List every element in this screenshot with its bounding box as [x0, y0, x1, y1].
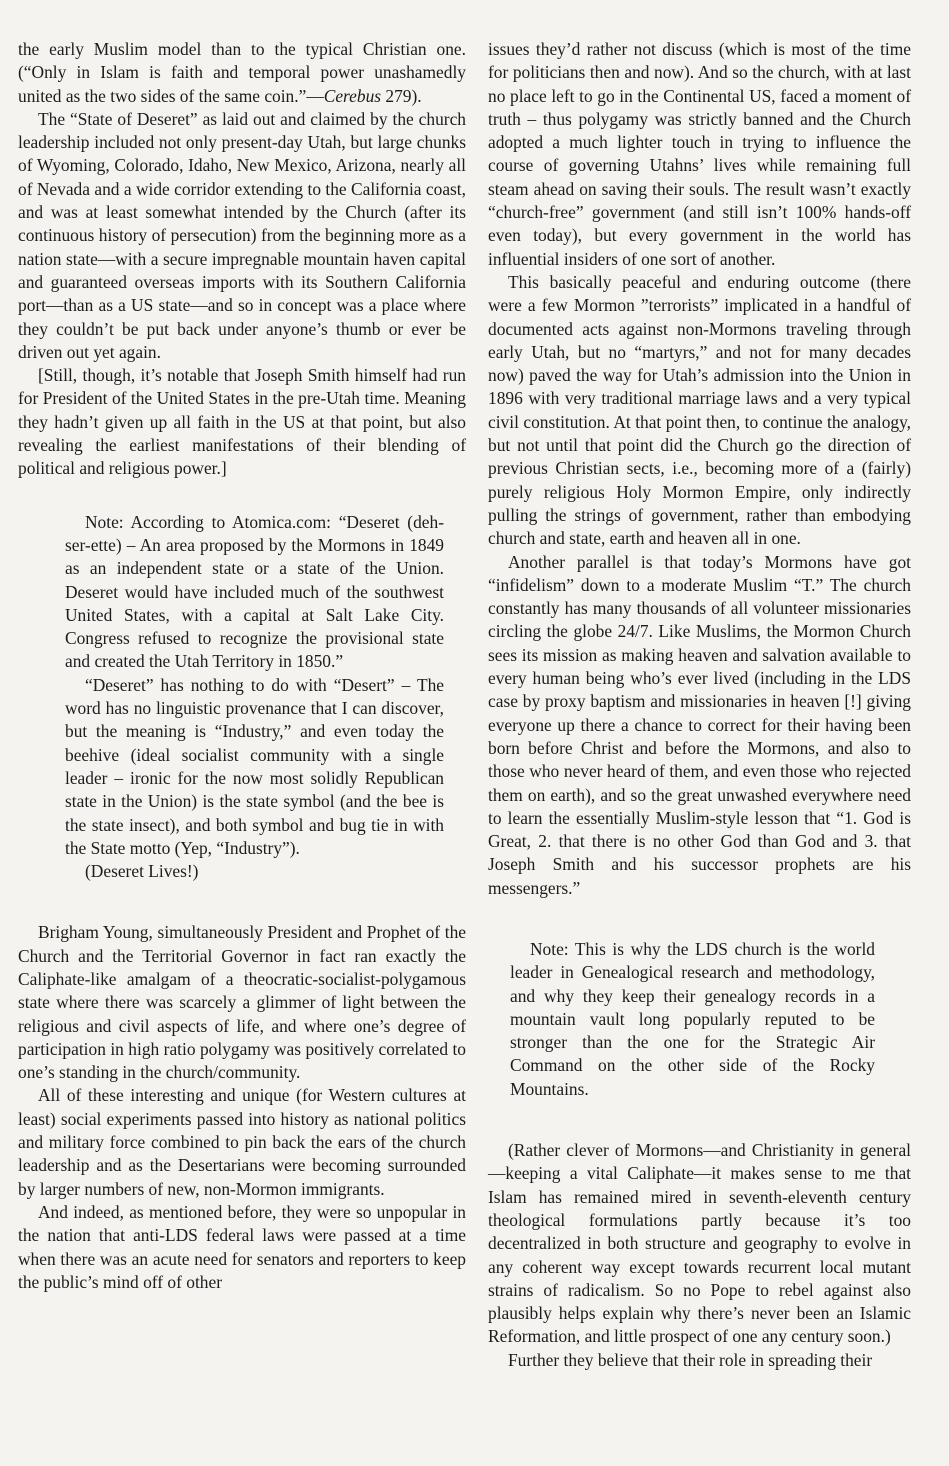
paragraph: The “State of Deseret” as laid out and claimed by the church leadership included not only present-day Utah, but large chunks of Wyoming, Colorado, Idaho, New Mexico, Arizona, nearly all of Nevada and a wide corridor extending to the California coast, and was at least somewhat intended by the Church (after its continuous history of persecution) from the beginning more as a nation state—with a secure impregnable mountain haven capital and guaranteed overseas imports with its Southern California port—than as a US state—and so in concept was a place where they couldn’t be put back under anyone’s thumb or ever be driven out yet again.: [18, 108, 466, 362]
paragraph: Brigham Young, simultaneously President and Prophet of the Church and the Territorial Governor in fact ran exactly the Caliphate-like amalgam of a theocratic-socialist-polygamous state where there was scarcely a glimmer of light between the religious and civil aspects of life, and where one’s degree of participation in high ratio polygamy was positively correlated to one’s standing in the church/community.: [18, 922, 466, 1083]
note-paragraph: Note: According to Atomica.com: “Deseret (deh-ser-ette) – An area proposed by the Mormons in 1849 as an independent state or a state of the Union. Deseret would have included much of the southwest United States, with a capital at Salt Lake City. Congress refused to recognize the provisional state and created the Utah Territory in 1850.”: [65, 511, 444, 672]
paragraph: (Rather clever of Mormons—and Christianity in general—keeping a vital Caliphate—it makes sense to me that Islam has remained mired in seventh-eleventh century theological formulations partly because it’s too decentralized in both structure and geography to evolve in any coherent way except towards recurrent local mutant strains of radicalism. So no Pope to rebel against also plausibly helps explain why there’s never been an Islamic Reformation, and little prospect of one any century soon.): [488, 1140, 911, 1347]
left-column: [18, 38, 466, 1294]
paragraph: Further they believe that their role in spreading their: [508, 1349, 873, 1370]
paragraph: Another parallel is that today’s Mormons have got “infidelism” down to a moderate Muslim “T.” The church constantly has many thousands of all volunteer missionaries circling the globe 24/7. Like Muslims, the Mormon Church sees its mission as making heaven and salvation available to every human being who’s ever lived (including in the LDS case by proxy baptism and missionaries in heaven [!] giving everyone up there a chance to correct for their having been born before Christ and before the Mormons, and also to those who never heard of them, and even those who rejected them on earth), and so the great unwashed everywhere need to learn the essentially Muslim-style lesson that “1. God is Great, 2. that there is no other God than God and 3. that Joseph Smith and his successor prophets are his messengers.”: [488, 551, 911, 898]
paragraph: [Still, though, it’s notable that Joseph Smith himself had run for President of the United States in the pre-Utah time. Meaning they hadn’t given up all faith in the US at that point, but also revealing the earliest manifestations of their blending of political and religious power.]: [18, 365, 466, 479]
citation: Cerebus: [323, 85, 382, 106]
paragraph: the early Muslim model than to the typical Christian one. (“Only in Islam is faith and temporal power unashamedly united as the two sides of the same coin.”—Cerebus 279).: [18, 39, 466, 106]
paragraph: All of these interesting and unique (for Western cultures at least) social experiments passed into history as national politics and military force combined to pin back the ears of the church leadership and as the Desertarians were becoming surrounded by larger numbers of new, non-Mormon immigrants.: [18, 1085, 466, 1199]
paragraph: issues they’d rather not discuss (which is most of the time for politicians then and now). And so the church, with at last no place left to go in the Continental US, faced a moment of truth – thus polygamy was strictly banned and the Church adopted a much lighter touch in trying to influence the course of governing Utahns’ lives while remaining full steam ahead on saving their souls. The result wasn’t exactly “church-free” government (and still isn’t 100% hands-off even today), but every government in the world has influential insiders of one sort of another.: [488, 39, 911, 269]
note-paragraph: Note: This is why the LDS church is the world leader in Genealogical research and methodology, and why they keep their genealogy records in a mountain vault long popularly reputed to be stronger than the one for the Strategic Air Command on the other side of the Rocky Mountains.: [510, 938, 875, 1099]
right-column: [488, 38, 911, 1372]
note-paragraph: “Deseret” has nothing to do with “Desert” – The word has no linguistic provenance that I can discover, but the meaning is “Industry,” and even today the beehive (ideal socialist community with a single leader – ironic for the now most solidly Republican state in the Union) is the state symbol (and the bee is the state insect), and both symbol and bug tie in with the State motto (Yep, “Industry”).: [65, 674, 444, 858]
note-signoff: (Deseret Lives!): [85, 861, 199, 882]
paragraph: And indeed, as mentioned before, they were so unpopular in the nation that anti-LDS federal laws were passed at a time when there was an acute need for senators and reporters to keep the public’s mind off of other: [18, 1201, 466, 1292]
paragraph: This basically peaceful and enduring outcome (there were a few Mormon ”terrorists” implicated in a handful of documented acts against non-Mormons traveling through early Utah, but no “martyrs,” and not for many decades now) paved the way for Utah’s admission into the Union in 1896 with very traditional marriage laws and a very typical civil constitution. At that point then, to continue the analogy, but not until that point did the Church go the direction of previous Christian sects, i.e., becoming more of a (fairly) purely religious Holy Mormon Empire, only indirectly pulling the strings of government, rather than embodying church and state, earth and heaven all in one.: [488, 271, 911, 549]
